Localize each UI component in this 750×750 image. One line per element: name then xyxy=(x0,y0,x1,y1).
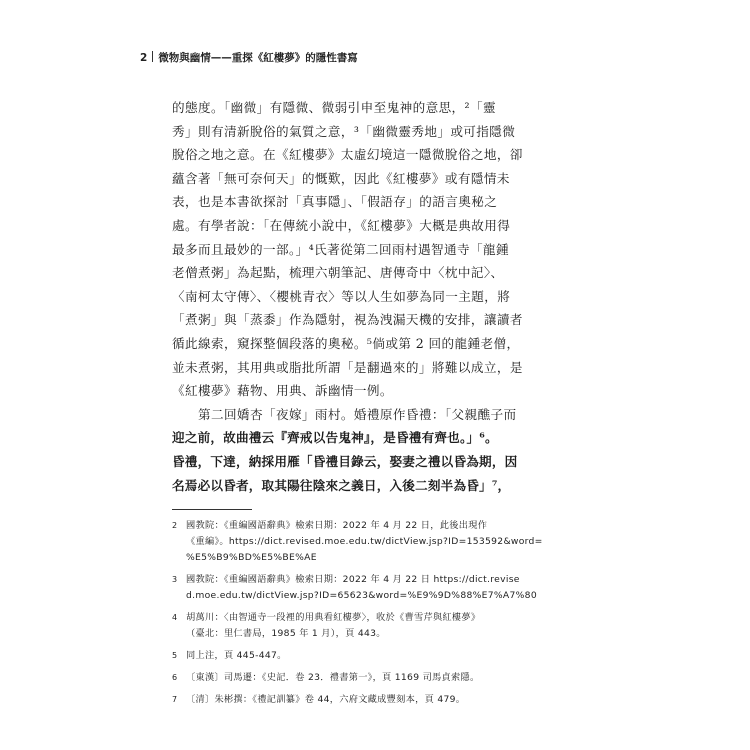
footnote-number: 5 xyxy=(172,651,178,660)
body-line: 《紅樓夢》藉物、用典、訴幽情一例。 xyxy=(172,383,393,399)
body-line: 蘊含著「無可奈何天」的慨歎，因此《紅樓夢》或有隱情未 xyxy=(172,170,510,186)
footnote xyxy=(172,610,590,642)
footnote-text xyxy=(186,648,586,664)
footnote-line: 國教院：《重編國語辭典》檢索日期：2022 年 4 月 22 日 https://dict.revise xyxy=(186,574,520,585)
footnote-text xyxy=(186,572,586,604)
footnotes xyxy=(172,518,590,714)
body-line: 「煮粥」與「蒸黍」作為隱射，視為洩漏天機的安排，讓讀者 xyxy=(172,312,523,328)
footnote xyxy=(172,692,590,708)
footnote xyxy=(172,572,590,604)
footnote-line: 〔清〕朱彬撰：《禮記訓纂》卷 44，六府文藏成豐刻本，頁 479。 xyxy=(186,694,466,705)
body-text xyxy=(172,96,590,497)
header-divider xyxy=(152,51,153,62)
footnote-number: 7 xyxy=(172,695,178,704)
body-line: 最多而且最妙的一部。」⁴氏著從第二回雨村遇智通寺「龍鍾 xyxy=(172,241,509,257)
footnote xyxy=(172,670,590,686)
body-line: 循此線索，窺探整個段落的奧秘。⁵倘或第 2 回的龍鍾老僧， xyxy=(172,335,520,351)
body-line-quote: 迎之前，故曲禮云『齊戒以告鬼神』，是昏禮有齊也。」⁶。 xyxy=(172,430,498,446)
footnote-number: 2 xyxy=(172,521,178,530)
footnote-line: 胡萬川：〈由智通寺一段裡的用典看紅樓夢〉，收於《曹雪芹與紅樓夢》 xyxy=(186,612,481,623)
footnote-line: 〔東漢〕司馬遷：《史記．卷 23．禮書第一》，頁 1169 司馬貞索隱。 xyxy=(186,672,480,683)
footnote-text xyxy=(186,670,586,686)
body-line: 處。有學者說：「在傳統小說中，《紅樓夢》大概是典故用得 xyxy=(172,217,511,233)
footnote-line: %E5%B9%BD%E5%BE%AE xyxy=(186,552,317,563)
body-line: 第二回嬌杏「夜嫁」雨村。婚禮原作昏禮：「父親醮子而 xyxy=(172,406,517,422)
body-line: 〈南柯太守傳〉、〈櫻桃青衣〉等以人生如夢為同一主題，將 xyxy=(172,288,511,304)
body-line: 並未煮粥，其用典或脂批所謂「是翻過來的」將難以成立，是 xyxy=(172,359,523,375)
running-title: 微物與幽情——重探《紅樓夢》的隱性書寫 xyxy=(158,52,358,64)
running-header xyxy=(140,50,358,65)
footnote-text xyxy=(186,518,586,566)
body-line-quote: 昏禮，下達，納採用雁「昏禮目錄云，娶妻之禮以昏為期，因 xyxy=(172,453,518,469)
footnote-number: 4 xyxy=(172,613,178,622)
footnote-rule xyxy=(172,509,252,510)
footnote-text xyxy=(186,692,586,708)
footnote xyxy=(172,648,590,664)
body-line: 的態度。「幽微」有隱微、微弱引申至鬼神的意思，²「靈 xyxy=(172,100,496,115)
body-line: 秀」則有清新脫俗的氣質之意，³「幽微靈秀地」或可指隱微 xyxy=(172,123,516,139)
body-line-quote: 名焉必以昏者，取其陽往陰來之義日，入後二刻半為昏」⁷， xyxy=(172,477,511,493)
footnote-number: 3 xyxy=(172,575,178,584)
body-line: 老僧煮粥」為起點，梳理六朝筆記、唐傳奇中〈枕中記〉、 xyxy=(172,265,504,281)
footnote xyxy=(172,518,590,566)
footnote-line: 《重編》。https://dict.revised.moe.edu.tw/dictView.jsp?ID=153592&word= xyxy=(186,536,543,547)
footnote-line: 國教院：《重編國語辭典》檢索日期：2022 年 4 月 22 日，此後出現作 xyxy=(186,520,488,531)
footnote-number: 6 xyxy=(172,673,178,682)
footnote-line: （臺北：里仁書局，1985 年 1 月），頁 443。 xyxy=(186,628,386,639)
footnote-text xyxy=(186,610,586,642)
page-number: 2 xyxy=(140,52,148,64)
body-line: 表，也是本書欲探討「真事隱」、「假語存」的語言奧秘之 xyxy=(172,194,498,210)
footnote-line: d.moe.edu.tw/dictView.jsp?ID=65623&word=%E9%9D%88%E7%A7%80 xyxy=(186,590,537,601)
body-line: 脫俗之地之意。在《紅樓夢》太虛幻境這一隱微脫俗之地，卻 xyxy=(172,147,523,163)
footnote-line: 同上注，頁 445-447。 xyxy=(186,650,287,661)
